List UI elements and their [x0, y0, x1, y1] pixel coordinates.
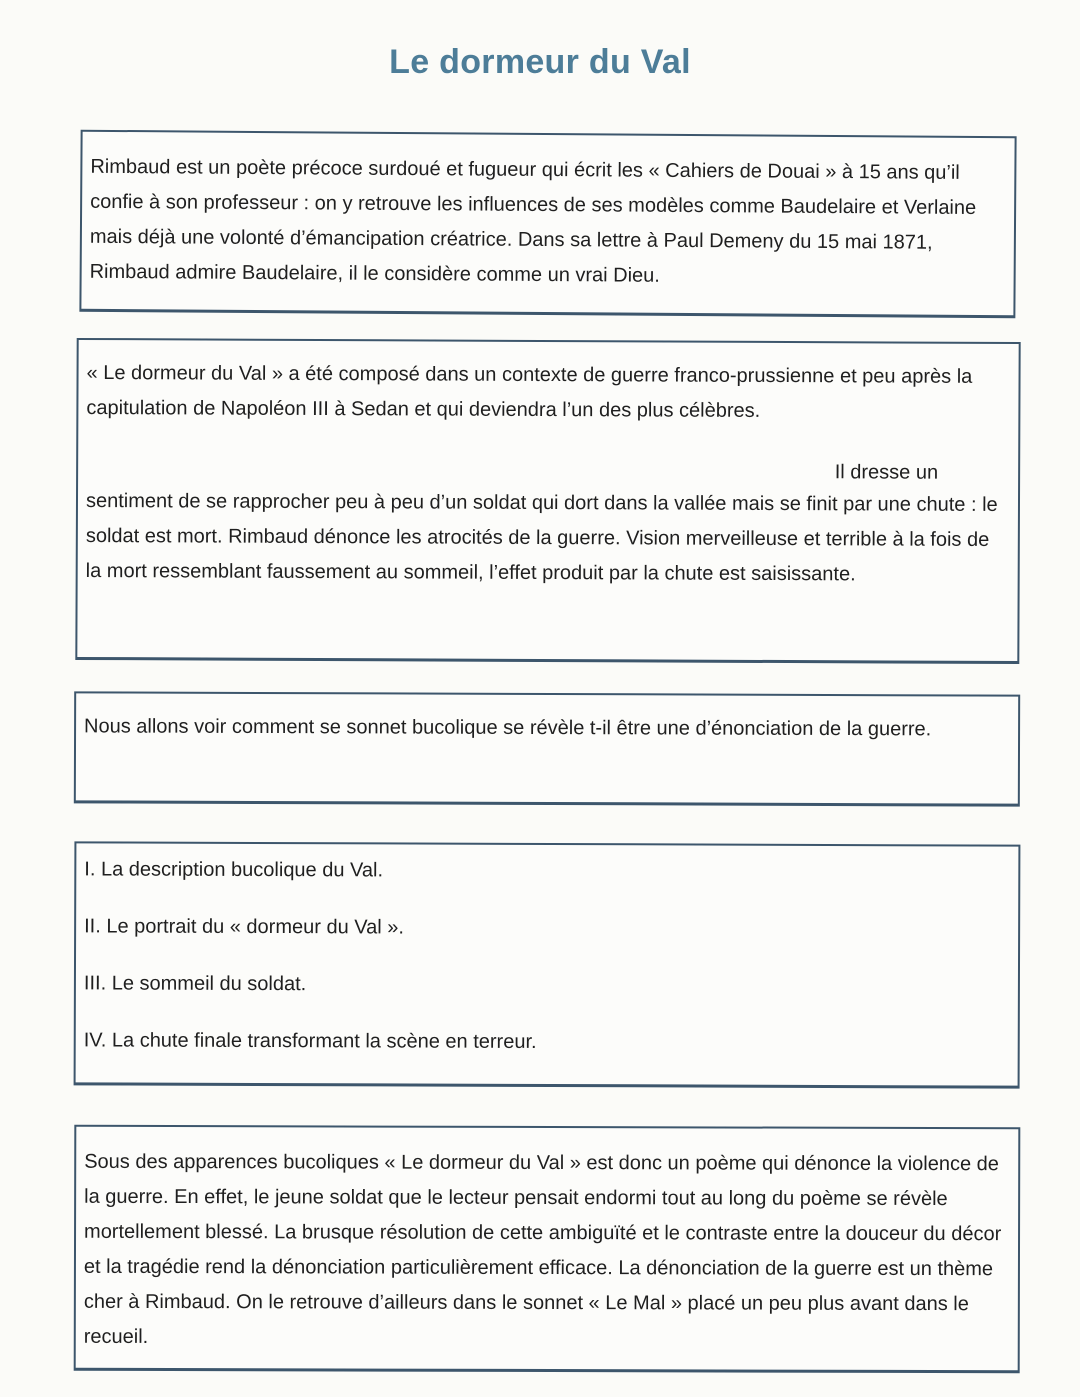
plan-item-1: I. La description bucolique du Val. — [84, 858, 384, 882]
context-fragment: Il dresse un — [834, 461, 939, 484]
problematique-box — [74, 691, 1020, 806]
plan-box — [74, 841, 1021, 1088]
context-paragraph-continued: sentiment de se rapprocher peu à peu d’un soldat qui dort dans la vallée mais se finit par une chute : le soldat est mort. Rimbaud dénonce les atrocités de la guerre. Vision merveilleuse et terrible à la fois de la mort ressemblant faussement au sommeil, l’effet produit par la chute est saisissante. — [85, 489, 998, 586]
page-title: Le dormeur du Val — [389, 42, 691, 81]
plan-item-4: IV. La chute finale transformant la scène en terreur. — [83, 1029, 537, 1053]
conclusion-paragraph: Sous des apparences bucoliques « Le dormeur du Val » est donc un poème qui dénonce la violence de la guerre. En effet, le jeune soldat que le lecteur pensait endormi tout au long du poème se révèle mortellement blessé. La brusque résolution de cette ambiguïté et le contraste entre la douceur du décor et la tragédie rend la dénonciation particulièrement efficace. La dénonciation de la guerre est un thème cher à Rimbaud. On le retrouve d’ailleurs dans le sonnet « Le Mal » placé un peu plus avant dans le recueil. — [83, 1150, 1002, 1348]
conclusion-box — [74, 1125, 1021, 1373]
context-paragraph: « Le dormeur du Val » a été composé dans un contexte de guerre franco-prussienne et peu après la capitulation de Napoléon III à Sedan et qui deviendra l’un des plus célèbres. — [86, 361, 973, 422]
problematique-paragraph: Nous allons voir comment se sonnet bucolique se révèle t-il être une d’énonciation de la guerre. — [84, 715, 932, 741]
context-box — [75, 338, 1020, 664]
intro-box — [79, 130, 1016, 319]
intro-paragraph: Rimbaud est un poète précoce surdoué et fugueur qui écrit les « Cahiers de Douai » à 15 ans qu’il confie à son professeur : on y retrouve les influences de ses modèles comme Baudelaire et Verlaine mais déjà une volonté d’émancipation créatrice. Dans sa lettre à Paul Demeny du 15 mai 1871, Rimbaud admire Baudelaire, il le considère comme un vrai Dieu. — [89, 155, 977, 287]
plan-item-3: III. Le sommeil du soldat. — [83, 972, 307, 996]
plan-item-2: II. Le portrait du « dormeur du Val ». — [84, 915, 404, 939]
